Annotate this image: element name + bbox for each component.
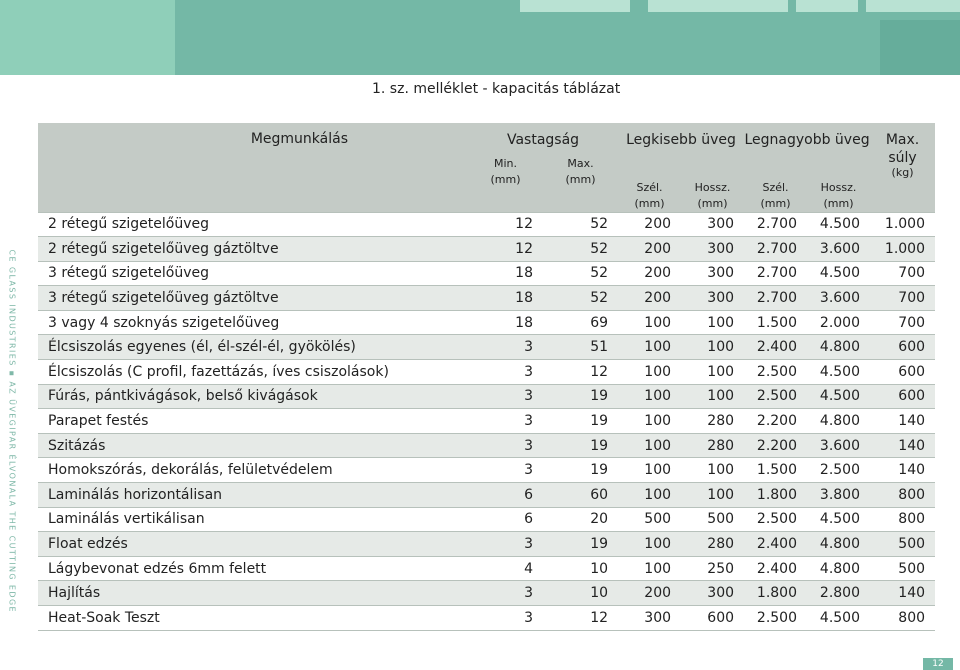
col-header-legkisebb: Legkisebb üveg [626, 131, 736, 148]
cell-legkisebb-hossz: 100 [707, 388, 735, 405]
cell-name: 3 rétegű szigetelőüveg gáztöltve [48, 290, 279, 307]
cell-vastagsag-max: 19 [590, 462, 609, 479]
page-number: 12 [923, 658, 953, 670]
header-block [880, 20, 960, 75]
cell-vastagsag-max: 19 [590, 388, 609, 405]
cell-legnagyobb-szel: 2.200 [756, 437, 798, 454]
cell-name: 2 rétegű szigetelőüveg [48, 216, 209, 233]
cell-legnagyobb-szel: 2.700 [756, 216, 798, 233]
cell-legkisebb-szel: 500 [644, 511, 672, 528]
cell-vastagsag-max: 19 [590, 413, 609, 430]
cell-vastagsag-max: 12 [590, 363, 609, 380]
cell-legnagyobb-szel: 2.500 [756, 388, 798, 405]
header-stripe [520, 0, 630, 12]
cell-name: Hajlítás [48, 585, 101, 602]
cell-max-suly: 800 [898, 609, 926, 626]
cell-vastagsag-max: 20 [590, 511, 609, 528]
cell-vastagsag-min: 12 [515, 240, 533, 257]
cell-legnagyobb-hossz: 4.500 [819, 363, 861, 380]
col-header-vastagsag: Vastagság [506, 131, 580, 148]
cell-name: Élcsiszolás egyenes (él, él-szél-él, gyökölés) [48, 339, 356, 356]
cell-max-suly: 140 [898, 413, 926, 430]
cell-vastagsag-min: 6 [524, 511, 533, 528]
cell-name: 3 rétegű szigetelőüveg [48, 265, 209, 282]
cell-legkisebb-szel: 100 [644, 413, 672, 430]
cell-legnagyobb-hossz: 4.500 [819, 609, 861, 626]
cell-legnagyobb-szel: 2.700 [756, 265, 798, 282]
table-row [38, 286, 935, 311]
cell-vastagsag-min: 3 [524, 413, 533, 430]
cell-legnagyobb-hossz: 4.500 [819, 216, 861, 233]
table-row [38, 507, 935, 532]
cell-vastagsag-min: 12 [515, 216, 533, 233]
cell-legnagyobb-szel: 2.500 [756, 609, 798, 626]
cell-max-suly: 600 [898, 388, 926, 405]
cell-legnagyobb-hossz: 3.600 [819, 240, 861, 257]
cell-legkisebb-hossz: 300 [707, 265, 735, 282]
col-header-min: Min. (mm) [490, 157, 521, 186]
cell-legkisebb-szel: 100 [644, 314, 672, 331]
cell-name: Fúrás, pántkivágások, belső kivágások [48, 388, 318, 405]
table-row [38, 261, 935, 286]
table-row [38, 310, 935, 335]
cell-legnagyobb-szel: 2.700 [756, 290, 798, 307]
cell-legnagyobb-hossz: 4.500 [819, 265, 861, 282]
cell-vastagsag-min: 3 [524, 462, 533, 479]
cell-vastagsag-min: 3 [524, 609, 533, 626]
cell-legnagyobb-hossz: 3.800 [819, 486, 861, 503]
cell-vastagsag-max: 19 [590, 536, 609, 553]
cell-legnagyobb-hossz: 3.600 [819, 437, 861, 454]
cell-vastagsag-max: 19 [590, 437, 609, 454]
col-header-max-suly [870, 123, 935, 212]
cell-vastagsag-max: 12 [590, 609, 609, 626]
cell-vastagsag-min: 18 [515, 314, 533, 331]
cell-vastagsag-min: 3 [524, 437, 533, 454]
cell-legkisebb-hossz: 300 [707, 216, 735, 233]
cell-vastagsag-min: 3 [524, 536, 533, 553]
cell-max-suly: 800 [898, 511, 926, 528]
cell-name: Heat-Soak Teszt [48, 609, 160, 626]
cell-legnagyobb-szel: 1.500 [756, 462, 798, 479]
cell-legnagyobb-hossz: 4.500 [819, 388, 861, 405]
col-header-max: Max. (mm) [565, 157, 596, 186]
cell-legkisebb-szel: 200 [644, 240, 672, 257]
cell-name: Laminálás vertikálisan [48, 511, 205, 528]
col-header-kis-szel: Szél. (mm) [634, 180, 665, 210]
cell-vastagsag-max: 69 [590, 314, 609, 331]
cell-legnagyobb-hossz: 3.600 [819, 290, 861, 307]
cell-name: Float edzés [48, 536, 128, 553]
cell-max-suly: 1.000 [884, 240, 926, 257]
header-stripe [866, 0, 960, 12]
cell-legnagyobb-hossz: 4.800 [819, 560, 861, 577]
cell-max-suly: 700 [898, 314, 926, 331]
cell-max-suly: 600 [898, 339, 926, 356]
cell-legkisebb-hossz: 100 [707, 339, 735, 356]
cell-legnagyobb-hossz: 4.800 [819, 413, 861, 430]
cell-name: Lágybevonat edzés 6mm felett [48, 560, 267, 577]
table-row [38, 335, 935, 360]
table-row [38, 483, 935, 508]
table-row [38, 581, 935, 606]
cell-legkisebb-szel: 200 [644, 216, 672, 233]
cell-legnagyobb-szel: 2.400 [756, 560, 798, 577]
cell-vastagsag-min: 4 [524, 560, 533, 577]
cell-legkisebb-hossz: 280 [707, 437, 735, 454]
col-header-kis-hossz: Hossz. (mm) [694, 180, 731, 210]
cell-legkisebb-szel: 200 [644, 290, 672, 307]
cell-legnagyobb-szel: 2.400 [756, 339, 798, 356]
capacity-table [38, 123, 935, 631]
cell-name: Élcsiszolás (C profil, fazettázás, íves csiszolások) [48, 363, 389, 380]
cell-max-suly: 140 [898, 437, 926, 454]
cell-max-suly: 140 [898, 462, 926, 479]
cell-legkisebb-hossz: 300 [707, 585, 735, 602]
cell-vastagsag-max: 51 [590, 339, 609, 356]
cell-legkisebb-szel: 100 [644, 486, 672, 503]
cell-legnagyobb-szel: 2.500 [756, 363, 798, 380]
cell-legkisebb-szel: 200 [644, 585, 672, 602]
cell-legkisebb-szel: 100 [644, 339, 672, 356]
table-row [38, 433, 935, 458]
table-row [38, 212, 935, 237]
cell-legkisebb-szel: 100 [644, 462, 672, 479]
cell-legnagyobb-szel: 1.800 [756, 585, 798, 602]
cell-name: Szitázás [48, 437, 106, 454]
cell-legkisebb-szel: 100 [644, 363, 672, 380]
cell-vastagsag-min: 3 [524, 363, 533, 380]
cell-legkisebb-hossz: 280 [707, 413, 735, 430]
header-row [38, 123, 935, 156]
cell-legkisebb-szel: 100 [644, 437, 672, 454]
table-row [38, 360, 935, 385]
cell-legkisebb-hossz: 250 [707, 560, 735, 577]
col-header-megmunkalas: Megmunkálás [250, 131, 348, 147]
cell-legnagyobb-hossz: 2.800 [819, 585, 861, 602]
cell-legkisebb-szel: 100 [644, 388, 672, 405]
cell-legkisebb-szel: 300 [644, 609, 672, 626]
cell-legnagyobb-szel: 2.700 [756, 240, 798, 257]
cell-vastagsag-max: 52 [590, 240, 609, 257]
cell-name: Laminálás horizontálisan [48, 486, 223, 503]
cell-legnagyobb-szel: 1.500 [756, 314, 798, 331]
cell-legkisebb-hossz: 600 [707, 609, 735, 626]
col-header-nagy-szel: Szél. (mm) [760, 180, 791, 210]
cell-legkisebb-szel: 200 [644, 265, 672, 282]
cell-legnagyobb-hossz: 4.500 [819, 511, 861, 528]
cell-legkisebb-hossz: 500 [707, 511, 735, 528]
table-row [38, 458, 935, 483]
cell-legkisebb-hossz: 100 [707, 486, 735, 503]
cell-vastagsag-max: 10 [590, 560, 609, 577]
cell-legkisebb-szel: 100 [644, 536, 672, 553]
cell-vastagsag-min: 18 [515, 290, 533, 307]
cell-legnagyobb-szel: 2.200 [756, 413, 798, 430]
cell-vastagsag-max: 52 [590, 265, 609, 282]
cell-max-suly: 500 [898, 536, 926, 553]
cell-name: 3 vagy 4 szoknyás szigetelőüveg [48, 314, 280, 331]
cell-legkisebb-hossz: 100 [707, 314, 735, 331]
max-suly-unit: (kg) [891, 166, 914, 179]
cell-legkisebb-hossz: 300 [707, 240, 735, 257]
cell-name: 2 rétegű szigetelőüveg gáztöltve [48, 240, 279, 257]
cell-legnagyobb-hossz: 4.800 [819, 339, 861, 356]
cell-vastagsag-min: 3 [524, 585, 533, 602]
max-suly-label: Max. súly [885, 132, 920, 166]
cell-name: Homokszórás, dekorálás, felületvédelem [48, 462, 333, 479]
cell-legnagyobb-szel: 2.500 [756, 511, 798, 528]
header-band [0, 0, 960, 75]
table-row [38, 532, 935, 557]
header-stripe [648, 0, 788, 12]
cell-vastagsag-max: 10 [590, 585, 609, 602]
cell-legkisebb-hossz: 280 [707, 536, 735, 553]
cell-vastagsag-max: 60 [590, 486, 609, 503]
table-row [38, 237, 935, 262]
cell-max-suly: 700 [898, 290, 926, 307]
cell-legnagyobb-szel: 2.400 [756, 536, 798, 553]
cell-legkisebb-hossz: 300 [707, 290, 735, 307]
cell-max-suly: 800 [898, 486, 926, 503]
cell-legnagyobb-hossz: 2.000 [819, 314, 861, 331]
page-title: 1. sz. melléklet - kapacitás táblázat [372, 81, 621, 97]
cell-max-suly: 600 [898, 363, 926, 380]
cell-max-suly: 1.000 [884, 216, 926, 233]
cell-vastagsag-min: 6 [524, 486, 533, 503]
cell-vastagsag-min: 3 [524, 388, 533, 405]
table-row [38, 409, 935, 434]
cell-legkisebb-szel: 100 [644, 560, 672, 577]
side-brand-text: CE GLASS INDUSTRIES ▪ AZ ÜVEGIPAR ÉLVONALA THE CUTTING EDGE [7, 249, 17, 614]
table-row [38, 384, 935, 409]
header-stripe [796, 0, 858, 12]
cell-legkisebb-hossz: 100 [707, 363, 735, 380]
cell-vastagsag-max: 52 [590, 290, 609, 307]
cell-legnagyobb-szel: 1.800 [756, 486, 798, 503]
table-row [38, 556, 935, 581]
cell-vastagsag-min: 18 [515, 265, 533, 282]
cell-max-suly: 700 [898, 265, 926, 282]
cell-name: Parapet festés [48, 413, 149, 430]
cell-legnagyobb-hossz: 2.500 [819, 462, 861, 479]
cell-legnagyobb-hossz: 4.800 [819, 536, 861, 553]
cell-legkisebb-hossz: 100 [707, 462, 735, 479]
cell-max-suly: 140 [898, 585, 926, 602]
col-header-nagy-hossz: Hossz. (mm) [820, 180, 857, 210]
cell-vastagsag-min: 3 [524, 339, 533, 356]
cell-max-suly: 500 [898, 560, 926, 577]
col-header-legnagyobb: Legnagyobb üveg [744, 131, 870, 148]
cell-vastagsag-max: 52 [590, 216, 609, 233]
table-row [38, 606, 935, 631]
